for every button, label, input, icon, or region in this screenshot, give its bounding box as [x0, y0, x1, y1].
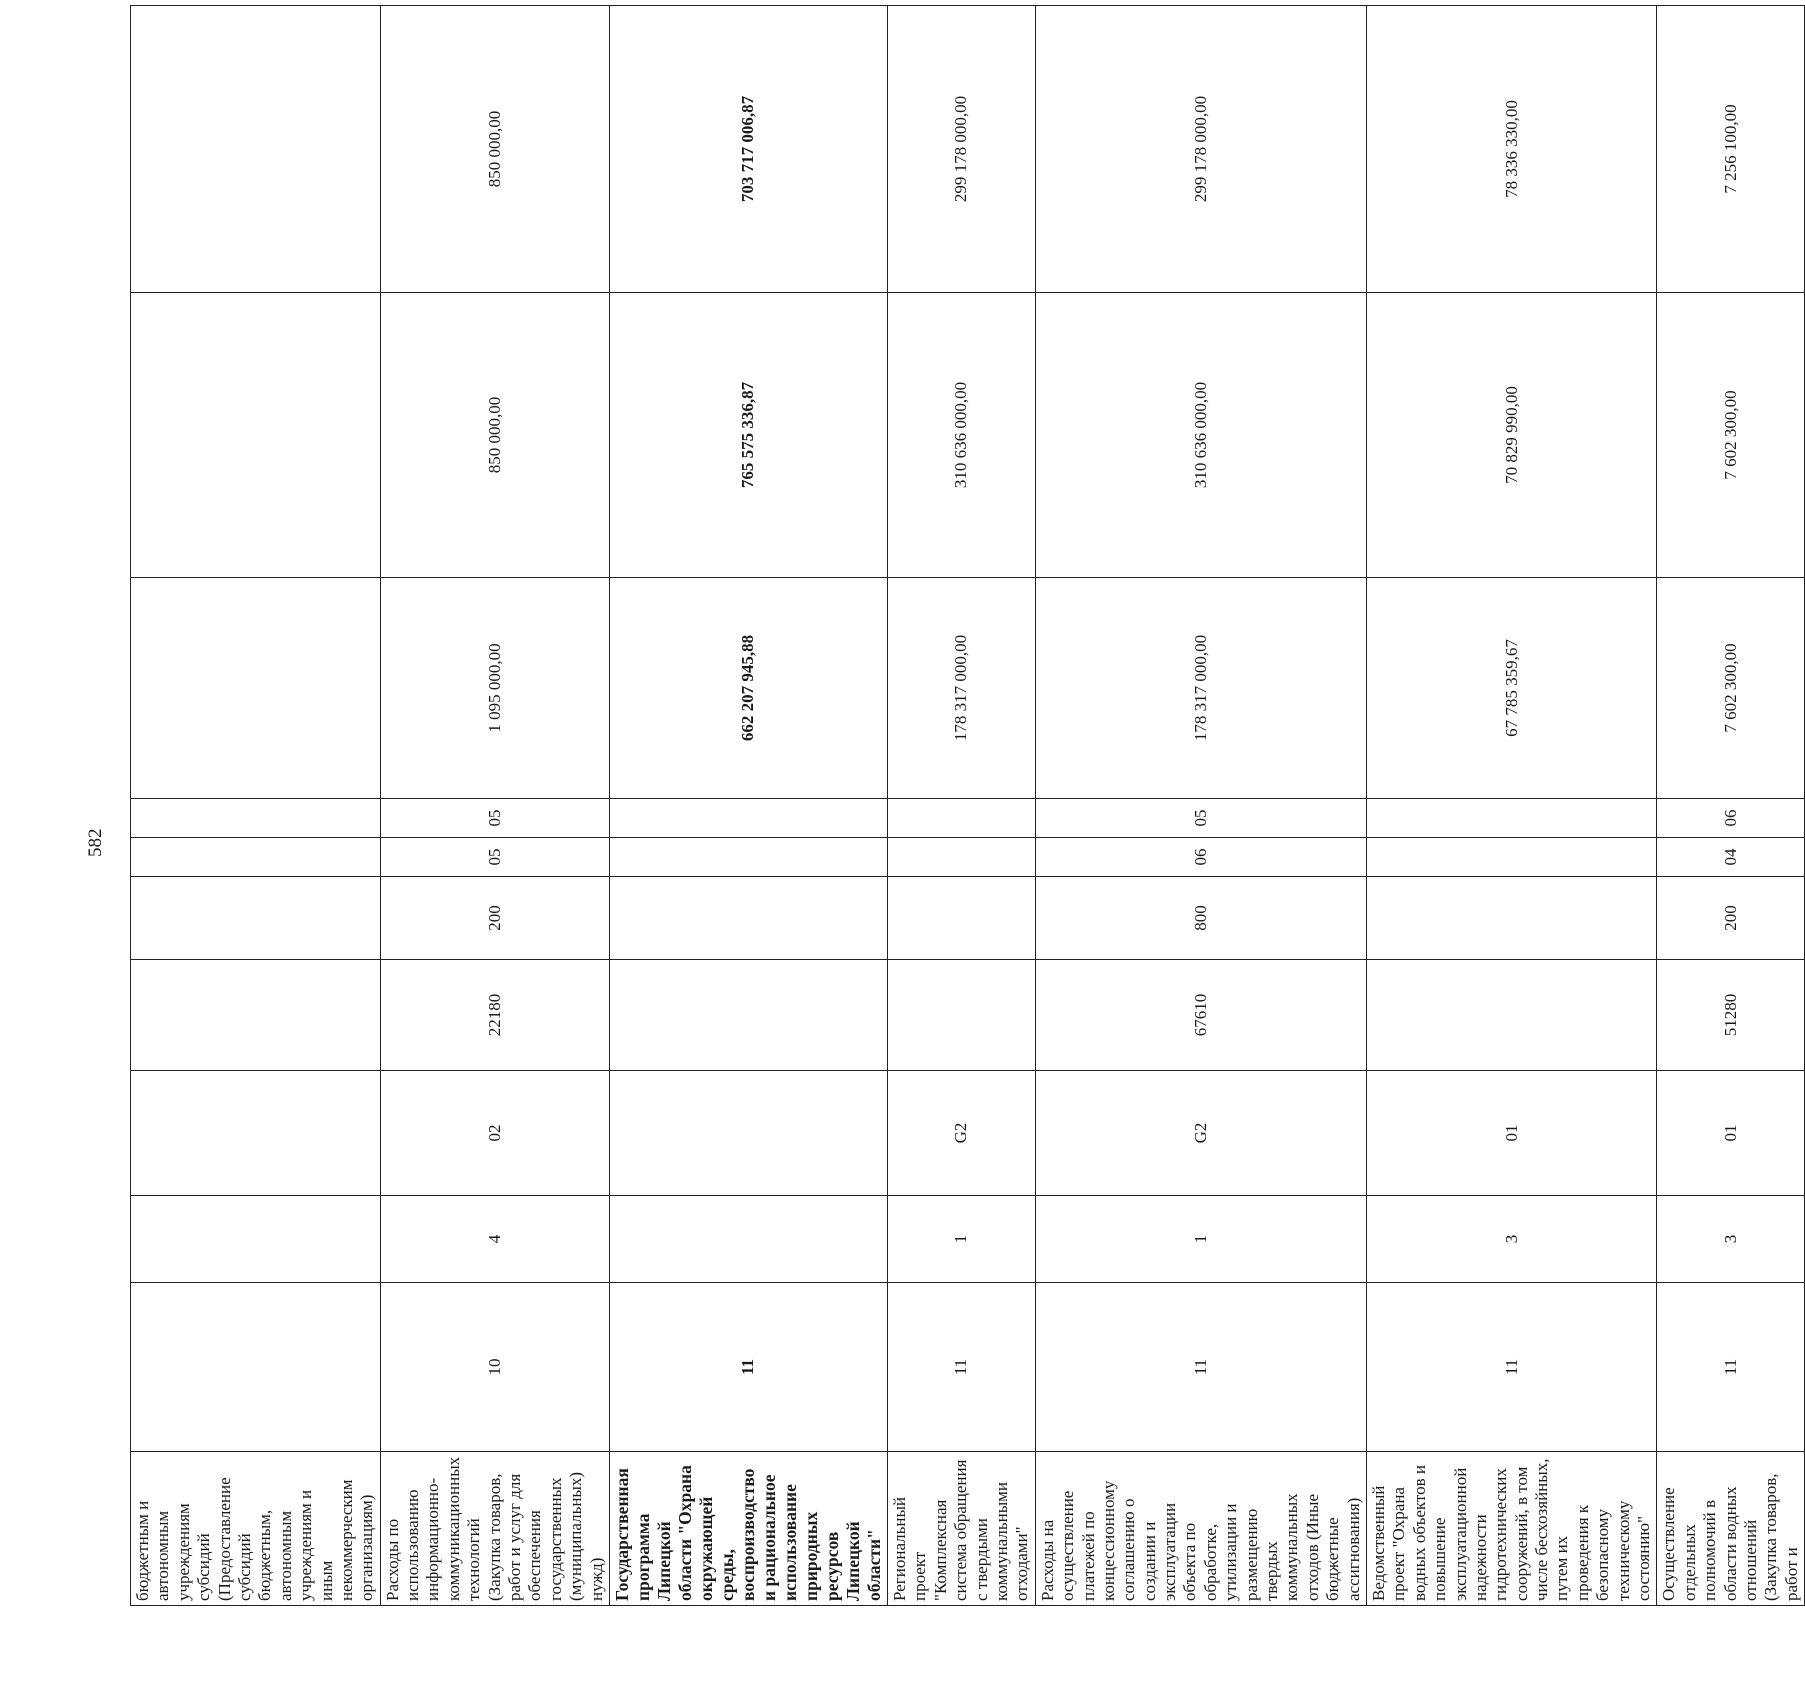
cell-code: 67610 — [1035, 960, 1366, 1071]
cell-vr: 800 — [1035, 877, 1366, 960]
cell-sum-2 — [131, 293, 381, 578]
cell-rz: 04 — [1657, 838, 1805, 877]
cell-gp: 11 — [887, 1283, 1035, 1452]
cell-oc: G2 — [887, 1071, 1035, 1196]
cell-gp: 11 — [1657, 1283, 1805, 1452]
cell-code: 51280 — [1657, 960, 1805, 1071]
cell-pp: 1 — [887, 1196, 1035, 1283]
cell-pp: 3 — [1657, 1196, 1805, 1283]
row-name: Региональный проект "Комплексная система обращения с твердыми коммунальными отходами" — [887, 1452, 1035, 1606]
cell-sum-2: 70 829 990,00 — [1366, 293, 1656, 578]
cell-gp: 11 — [1366, 1283, 1656, 1452]
cell-sum-3: 703 717 006,87 — [609, 6, 887, 293]
cell-pr: 05 — [1035, 799, 1366, 838]
cell-oc: 01 — [1657, 1071, 1805, 1196]
cell-vr — [887, 877, 1035, 960]
cell-oc — [609, 1071, 887, 1196]
row-name: Ведомственный проект "Охрана водных объектов и повышение эксплуатационной надежности гидротехнических сооружений, в том числе бесхозяйных, путем их проведения к безопасному техническому состоянию" — [1366, 1452, 1656, 1606]
cell-sum-3: 7 256 100,00 — [1657, 6, 1805, 293]
cell-sum-1 — [131, 578, 381, 799]
table-row — [1035, 6, 1366, 1606]
budget-table — [130, 5, 1805, 1606]
cell-sum-2: 7 602 300,00 — [1657, 293, 1805, 578]
cell-vr — [1366, 877, 1656, 960]
table-row — [1657, 6, 1805, 1606]
page-number: 582 — [85, 828, 106, 857]
cell-gp: 10 — [380, 1283, 609, 1452]
row-name: Расходы на осуществление платежей по концессионному соглашению о создании и эксплуатации объекта по обработке, утилизации и размещению твердых коммунальных отходов (Иные бюджетные ассигнования) — [1035, 1452, 1366, 1606]
cell-code — [609, 960, 887, 1071]
cell-sum-2: 850 000,00 — [380, 293, 609, 578]
cell-pp: 3 — [1366, 1196, 1656, 1283]
cell-rz — [131, 838, 381, 877]
cell-sum-3: 850 000,00 — [380, 6, 609, 293]
row-name: Расходы по использованию информационно-коммуникационных технологий (Закупка товаров, работ и услуг для обеспечения государственных (муниципальных) нужд) — [380, 1452, 609, 1606]
cell-rz — [887, 838, 1035, 877]
cell-sum-1: 662 207 945,88 — [609, 578, 887, 799]
table-row — [380, 6, 609, 1606]
cell-pr — [1366, 799, 1656, 838]
cell-oc: G2 — [1035, 1071, 1366, 1196]
row-name: бюджетным и автономным учреждениям субсидий (Предоставление субсидий бюджетным, автономным учреждениям и иным некоммерческим организациям) — [131, 1452, 381, 1606]
cell-oc: 02 — [380, 1071, 609, 1196]
cell-sum-1: 178 317 000,00 — [1035, 578, 1366, 799]
cell-sum-1: 7 602 300,00 — [1657, 578, 1805, 799]
rotated-table-container — [130, 6, 1801, 1606]
cell-vr — [609, 877, 887, 960]
cell-pp: 4 — [380, 1196, 609, 1283]
cell-pr: 06 — [1657, 799, 1805, 838]
cell-gp: 11 — [609, 1283, 887, 1452]
table-row — [1366, 6, 1656, 1606]
cell-sum-1: 67 785 359,67 — [1366, 578, 1656, 799]
cell-sum-3: 299 178 000,00 — [887, 6, 1035, 293]
row-name: Осуществление отдельных полномочий в области водных отношений (Закупка товаров, работ и — [1657, 1452, 1805, 1606]
cell-gp — [131, 1283, 381, 1452]
row-name: Государственная программа Липецкой области "Охрана окружающей среды, воспроизводство и рациональное использование природных ресурсов Липецкой области" — [609, 1452, 887, 1606]
cell-sum-2: 310 636 000,00 — [887, 293, 1035, 578]
cell-rz: 06 — [1035, 838, 1366, 877]
cell-vr — [131, 877, 381, 960]
cell-oc: 01 — [1366, 1071, 1656, 1196]
cell-gp: 11 — [1035, 1283, 1366, 1452]
table-row — [609, 6, 887, 1606]
cell-pr — [131, 799, 381, 838]
cell-code — [887, 960, 1035, 1071]
cell-pr — [609, 799, 887, 838]
cell-sum-3 — [131, 6, 381, 293]
cell-sum-3: 299 178 000,00 — [1035, 6, 1366, 293]
cell-vr: 200 — [1657, 877, 1805, 960]
cell-sum-2: 765 575 336,87 — [609, 293, 887, 578]
cell-pp — [131, 1196, 381, 1283]
cell-sum-1: 1 095 000,00 — [380, 578, 609, 799]
cell-code — [131, 960, 381, 1071]
cell-rz: 05 — [380, 838, 609, 877]
table-row — [131, 6, 381, 1606]
cell-sum-3: 78 336 330,00 — [1366, 6, 1656, 293]
cell-pr — [887, 799, 1035, 838]
cell-vr: 200 — [380, 877, 609, 960]
cell-rz — [609, 838, 887, 877]
cell-rz — [1366, 838, 1656, 877]
cell-sum-1: 178 317 000,00 — [887, 578, 1035, 799]
cell-sum-2: 310 636 000,00 — [1035, 293, 1366, 578]
cell-pp — [609, 1196, 887, 1283]
cell-pp: 1 — [1035, 1196, 1366, 1283]
cell-code — [1366, 960, 1656, 1071]
table-row — [887, 6, 1035, 1606]
cell-code: 22180 — [380, 960, 609, 1071]
cell-oc — [131, 1071, 381, 1196]
cell-pr: 05 — [380, 799, 609, 838]
